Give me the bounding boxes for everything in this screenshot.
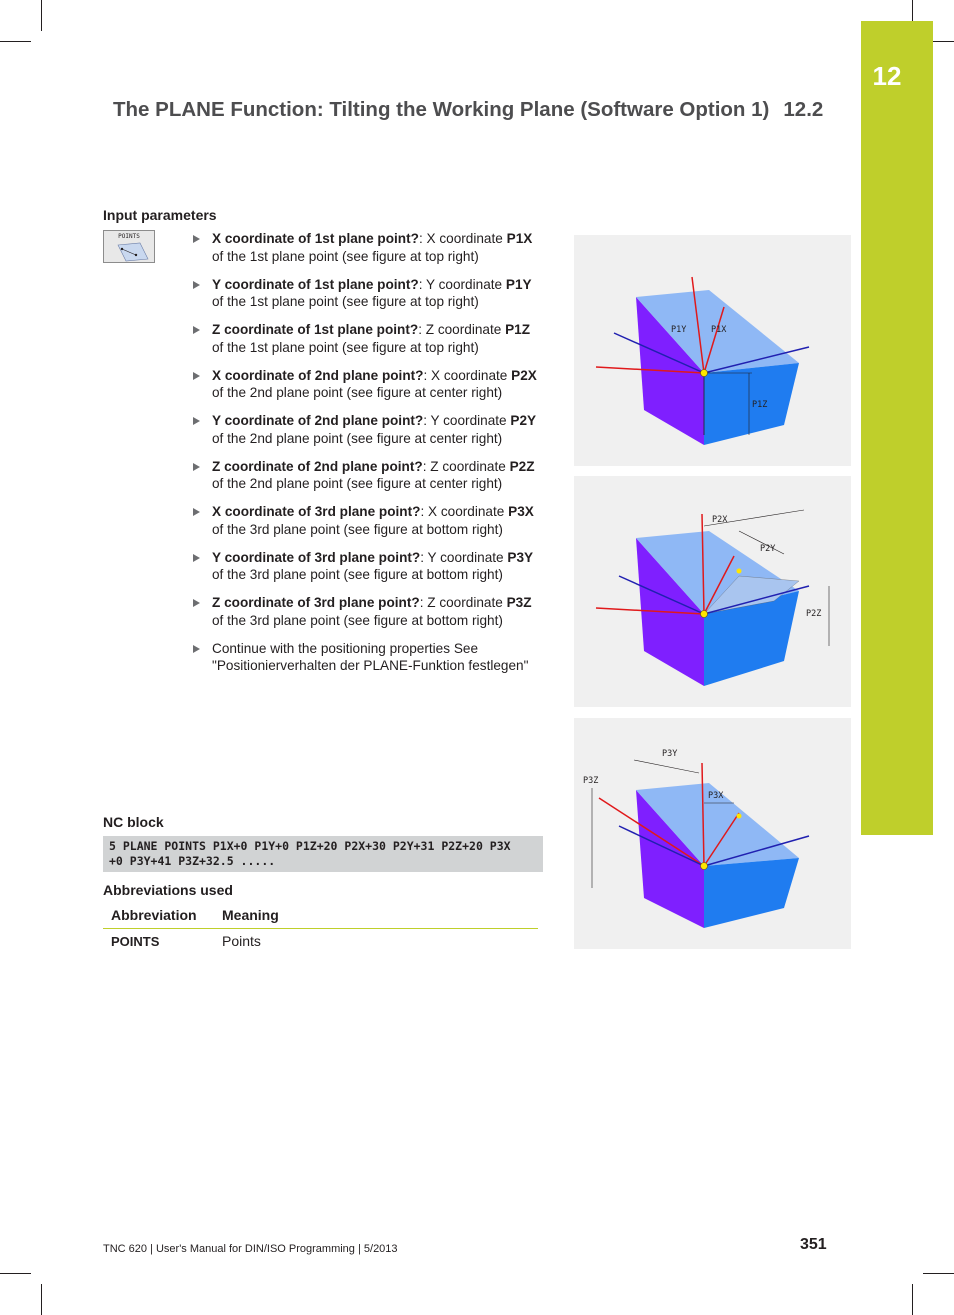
param-desc: of the 3rd plane point (see figure at bottom right) xyxy=(212,521,503,537)
param-code: P1Z xyxy=(505,322,531,337)
param-desc: of the 1st plane point (see figure at top right) xyxy=(212,339,479,355)
crop-mark xyxy=(923,1273,954,1274)
param-item-p1z xyxy=(193,321,538,356)
bullet-arrow-icon xyxy=(193,508,200,516)
label-p2z: P2Z xyxy=(806,609,822,619)
param-code: P1X xyxy=(506,231,533,246)
bullet-arrow-icon xyxy=(193,463,200,471)
page-number: 351 xyxy=(800,1236,827,1253)
param-desc: of the 1st plane point (see figure at top right) xyxy=(212,294,479,309)
bullet-arrow-icon xyxy=(193,326,200,334)
param-name: Y coordinate of 1st plane point? xyxy=(212,276,419,292)
header-title: The PLANE Function: Tilting the Working Plane (Software Option 1) xyxy=(113,98,770,121)
param-item-p3y xyxy=(193,549,538,584)
param-item-p1x xyxy=(193,230,538,265)
param-text: : Z coordinate xyxy=(419,595,503,610)
param-desc: of the 3rd plane point (see figure at bottom right) xyxy=(212,567,503,582)
param-desc: of the 3rd plane point (see figure at bottom right) xyxy=(212,612,503,628)
column-header-meaning: Meaning xyxy=(214,905,538,929)
param-code: P3X xyxy=(508,504,534,519)
points-softkey[interactable] xyxy=(103,230,155,263)
param-item-p3x xyxy=(193,503,538,538)
param-desc: of the 2nd plane point (see figure at center right) xyxy=(212,385,503,400)
nc-line: +0 P3Y+41 P3Z+32.5 ..... xyxy=(109,854,276,868)
abbreviations-heading: Abbreviations used xyxy=(103,882,233,898)
label-p1y: P1Y xyxy=(671,325,687,335)
bullet-arrow-icon xyxy=(193,372,200,380)
label-p1x: P1X xyxy=(711,325,727,335)
param-desc: of the 2nd plane point (see figure at center right) xyxy=(212,476,503,491)
param-name: X coordinate of 2nd plane point? xyxy=(212,367,424,383)
param-name: Z coordinate of 2nd plane point? xyxy=(212,458,423,474)
param-code: P2Y xyxy=(510,413,537,428)
crop-mark xyxy=(0,1273,31,1274)
input-parameters-heading: Input parameters xyxy=(103,207,217,223)
figure-center-plane-point-2 xyxy=(574,476,851,707)
figure-top-plane-point-1 xyxy=(574,235,851,466)
param-item-p2z xyxy=(193,458,538,493)
param-text: : Y coordinate xyxy=(420,549,504,565)
bullet-arrow-icon xyxy=(193,281,200,289)
param-name: Z coordinate of 3rd plane point? xyxy=(212,595,420,610)
param-name: X coordinate of 3rd plane point? xyxy=(212,504,421,519)
label-p2x: P2X xyxy=(712,515,728,525)
column-header-abbreviation: Abbreviation xyxy=(103,905,214,929)
label-p1z: P1Z xyxy=(752,400,768,410)
param-text: : Y coordinate xyxy=(423,413,507,428)
plane-point-1-diagram xyxy=(574,235,851,466)
param-desc: of the 2nd plane point (see figure at center right) xyxy=(212,430,503,446)
param-item-p1y xyxy=(193,276,538,311)
param-text: : Z coordinate xyxy=(422,458,506,474)
param-code: P2X xyxy=(511,367,537,383)
label-p3z: P3Z xyxy=(583,776,599,786)
param-text: : X coordinate xyxy=(423,367,508,383)
nc-block-heading: NC block xyxy=(103,814,164,830)
param-desc: of the 1st plane point (see figure at top right) xyxy=(212,248,479,264)
figure-bottom-plane-point-3 xyxy=(574,718,851,949)
param-code: P2Z xyxy=(509,458,535,474)
nc-line: 5 PLANE POINTS P1X+0 P1Y+0 P1Z+20 P2X+30 P2Y+31 P2Z+20 P3X xyxy=(109,839,511,853)
param-item-p2x xyxy=(193,367,538,402)
label-p3x: P3X xyxy=(708,791,724,801)
plane-point-3-diagram xyxy=(574,718,851,949)
table-header-row xyxy=(103,905,538,929)
param-code: P3Z xyxy=(506,595,532,610)
footer-text: TNC 620 | User's Manual for DIN/ISO Programming | 5/2013 xyxy=(103,1243,398,1255)
bullet-arrow-icon xyxy=(193,599,200,607)
param-name: X coordinate of 1st plane point? xyxy=(212,231,419,246)
param-item-p3z xyxy=(193,594,538,629)
label-p3y: P3Y xyxy=(662,749,678,759)
chapter-number: 12 xyxy=(872,61,902,91)
plane-point-2-diagram xyxy=(574,476,851,707)
crop-mark xyxy=(41,0,42,31)
nc-block-code xyxy=(103,836,543,872)
param-text: : Z coordinate xyxy=(418,322,502,337)
param-text: : X coordinate xyxy=(420,504,505,519)
bullet-arrow-icon xyxy=(193,554,200,562)
page-header xyxy=(113,98,823,122)
param-item-p2y xyxy=(193,412,538,447)
abbreviations-table xyxy=(103,905,538,953)
softkey-label: POINTS xyxy=(118,233,140,240)
bullet-arrow-icon xyxy=(193,235,200,243)
continue-text: Continue with the positioning properties See "Positionierverhalten der PLANE-Funktion festlegen" xyxy=(212,640,529,673)
param-code: P3Y xyxy=(507,549,534,565)
parameter-list xyxy=(193,230,538,685)
bullet-arrow-icon xyxy=(193,417,200,425)
table-row xyxy=(103,929,538,954)
chapter-tab xyxy=(861,21,933,835)
crop-mark xyxy=(0,41,31,42)
param-name: Y coordinate of 2nd plane point? xyxy=(212,413,424,428)
param-text: : Y coordinate xyxy=(418,276,503,292)
param-code: P1Y xyxy=(505,276,532,292)
label-p2y: P2Y xyxy=(760,544,776,554)
meaning-cell: Points xyxy=(222,933,261,949)
param-name: Z coordinate of 1st plane point? xyxy=(212,322,419,337)
bullet-arrow-icon xyxy=(193,645,200,653)
param-name: Y coordinate of 3rd plane point? xyxy=(212,549,421,565)
param-item-continue xyxy=(193,640,538,675)
abbreviation-cell: POINTS xyxy=(111,933,160,949)
param-text: : X coordinate xyxy=(418,231,503,246)
crop-mark xyxy=(912,1284,913,1315)
crop-mark xyxy=(41,1284,42,1315)
section-number: 12.2 xyxy=(783,98,824,121)
